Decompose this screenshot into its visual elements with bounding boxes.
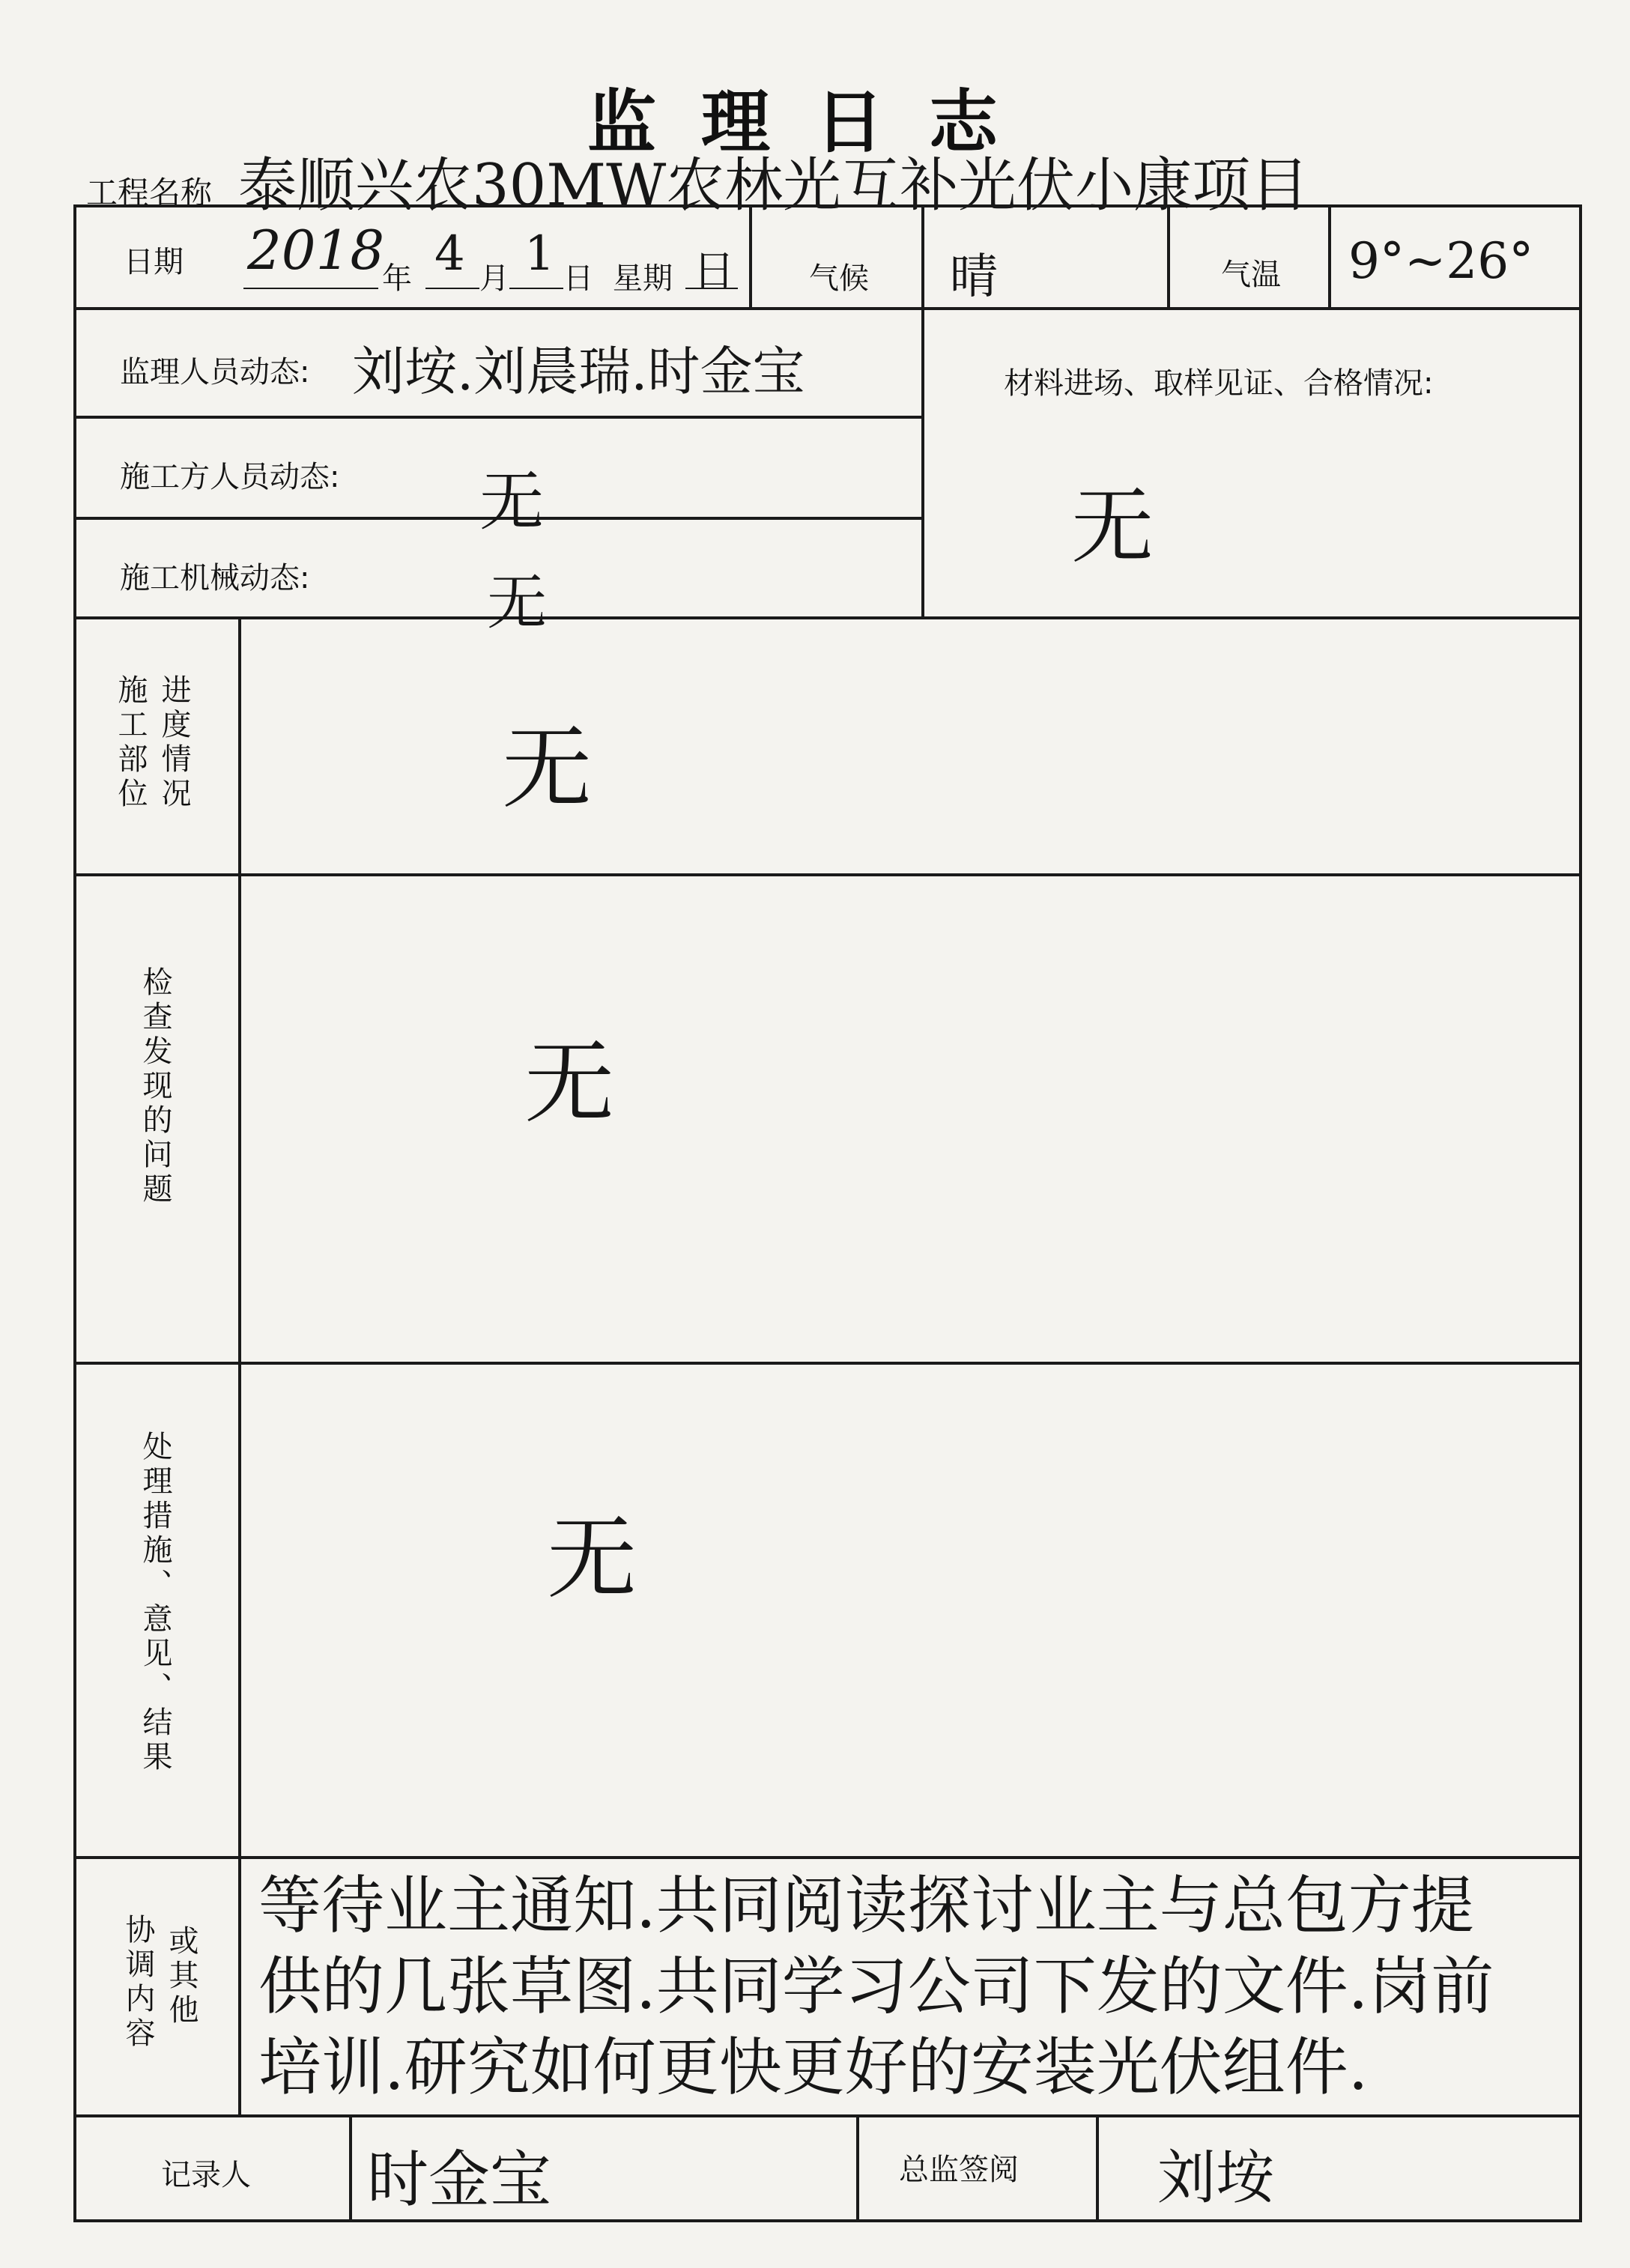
project-name-value: 泰顺兴农30MW农林光互补光伏小康项目 bbox=[238, 152, 1309, 219]
coordination-line: 培训.研究如何更快更好的安装光伏组件. bbox=[258, 2031, 1369, 2104]
date-year: 2018 bbox=[247, 219, 385, 282]
machinery-label: 施工机械动态: bbox=[120, 561, 310, 595]
materials-label: 材料进场、取样见证、合格情况: bbox=[1004, 366, 1434, 401]
coordination-text bbox=[258, 1865, 1494, 2108]
date-month-unit: 月 bbox=[479, 261, 509, 296]
temperature-value: 9°~26° bbox=[1348, 232, 1534, 290]
progress-value: 无 bbox=[502, 717, 592, 821]
date-day-unit: 日 bbox=[563, 261, 593, 296]
coordination-line: 供的几张草图.共同学习公司下发的文件.岗前 bbox=[258, 1950, 1494, 2023]
temperature-label: 气温 bbox=[1221, 258, 1281, 292]
issues-value: 无 bbox=[524, 1031, 614, 1135]
weather-label: 气候 bbox=[809, 261, 869, 296]
date-label: 日期 bbox=[124, 245, 184, 279]
machinery-value: 无 bbox=[487, 568, 547, 637]
supervisors-label: 监理人员动态: bbox=[120, 355, 310, 389]
supervisors-value: 刘垵.刘晨瑞.时金宝 bbox=[352, 341, 805, 402]
progress-label-status: 进度情况 bbox=[157, 674, 191, 812]
weekday-label: 星期 bbox=[613, 261, 673, 296]
chief-review-label: 总监签阅 bbox=[899, 2153, 1019, 2187]
coordination-label: 协调内容 bbox=[121, 1914, 155, 2052]
date-month: 4 bbox=[434, 226, 465, 282]
project-name-label: 工程名称 bbox=[86, 175, 213, 211]
date-year-unit: 年 bbox=[382, 261, 412, 296]
measures-label: 处理措施、意见、结果 bbox=[138, 1431, 172, 1775]
measures-value: 无 bbox=[547, 1507, 637, 1611]
coordination-label-other: 或其他 bbox=[164, 1925, 199, 2028]
coordination-line: 等待业主通知.共同阅读探讨业主与总包方提 bbox=[258, 1869, 1474, 1942]
date-day: 1 bbox=[524, 226, 555, 282]
recorder-signature: 时金宝 bbox=[367, 2144, 552, 2216]
materials-value: 无 bbox=[1071, 479, 1154, 574]
issues-label: 检查发现的问题 bbox=[138, 966, 172, 1207]
contractor-staff-value: 无 bbox=[479, 464, 544, 539]
recorder-label: 记录人 bbox=[161, 2158, 251, 2192]
chief-review-signature: 刘垵 bbox=[1157, 2144, 1275, 2212]
contractor-staff-label: 施工方人员动态: bbox=[120, 460, 340, 494]
progress-label-location: 施工部位 bbox=[113, 674, 148, 812]
weather-value: 晴 bbox=[950, 249, 998, 305]
page-title: 监理日志 bbox=[587, 82, 1043, 163]
weekday-value: 日 bbox=[693, 247, 735, 296]
